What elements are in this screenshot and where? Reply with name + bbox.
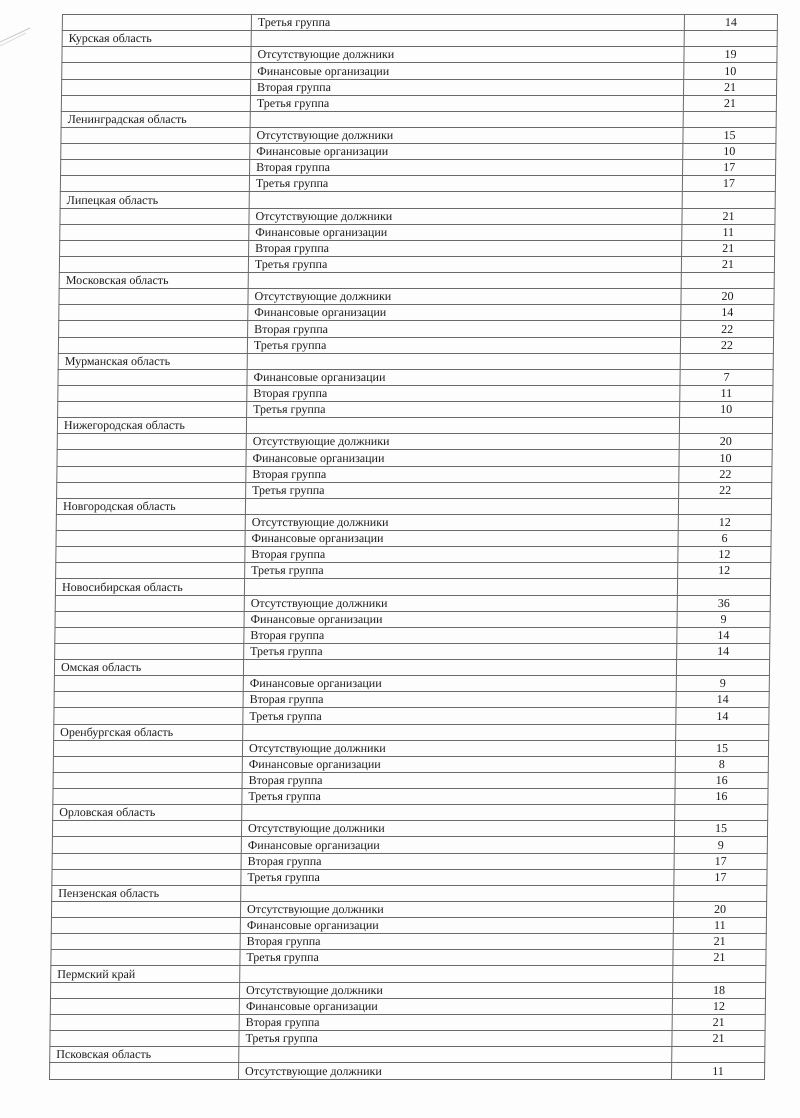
category-cell: Третья группа [246, 482, 679, 498]
value-cell: 20 [673, 901, 766, 917]
table-row [59, 256, 774, 272]
region-cell [58, 402, 247, 418]
region-cell: Ленинградская область [61, 111, 250, 127]
category-cell: Вторая группа [243, 692, 676, 708]
table-row [52, 869, 767, 885]
region-cell [61, 144, 250, 160]
value-cell: 10 [679, 450, 772, 466]
value-cell: 14 [681, 305, 774, 321]
table-row [51, 950, 766, 966]
table-row [56, 563, 771, 579]
region-cell [56, 531, 245, 547]
value-cell: 9 [677, 611, 770, 627]
region-row [53, 805, 768, 821]
table-row [52, 853, 767, 869]
table-row [60, 224, 775, 240]
category-cell: Вторая группа [245, 547, 678, 563]
value-cell: 21 [683, 95, 776, 111]
region-cell [50, 982, 239, 998]
category-cell: Третья группа [243, 708, 676, 724]
table-row [51, 901, 766, 917]
value-cell [673, 966, 766, 982]
value-cell: 12 [672, 998, 765, 1014]
category-cell: Финансовые организации [242, 756, 675, 772]
region-row [59, 273, 774, 289]
table-row [50, 1030, 765, 1046]
value-cell: 14 [677, 643, 770, 659]
region-cell [60, 224, 249, 240]
table-row [53, 756, 768, 772]
region-cell [59, 256, 248, 272]
category-cell: Третья группа [242, 789, 675, 805]
value-cell: 21 [673, 934, 766, 950]
region-cell [57, 434, 246, 450]
value-cell [672, 1047, 765, 1063]
value-cell: 12 [678, 514, 771, 530]
value-cell: 16 [675, 772, 768, 788]
value-cell [676, 724, 769, 740]
category-cell: Вторая группа [248, 321, 681, 337]
table-row [55, 611, 770, 627]
value-cell: 8 [675, 756, 768, 772]
table-row [57, 434, 772, 450]
table-row [59, 305, 774, 321]
region-cell [62, 63, 251, 79]
region-cell [53, 740, 242, 756]
region-cell [51, 901, 240, 917]
region-row [52, 885, 767, 901]
region-cell [50, 1030, 239, 1046]
region-row [50, 1047, 765, 1063]
value-cell: 21 [682, 240, 775, 256]
table-row [59, 321, 774, 337]
table-row [59, 289, 774, 305]
table-row [51, 934, 766, 950]
region-cell [53, 756, 242, 772]
table-row [58, 337, 773, 353]
category-cell: Третья группа [250, 95, 683, 111]
category-cell: Вторая группа [244, 627, 677, 643]
scan-corner-mark [0, 0, 70, 60]
statistics-table [49, 14, 778, 1080]
table-row [54, 708, 769, 724]
region-cell: Псковская область [50, 1047, 239, 1063]
region-cell [53, 772, 242, 788]
region-cell [59, 305, 248, 321]
region-cell [62, 15, 251, 31]
category-cell: Финансовые организации [251, 63, 684, 79]
region-cell: Мурманская область [58, 353, 247, 369]
value-cell: 36 [677, 595, 770, 611]
category-cell [242, 805, 675, 821]
table-row [57, 450, 772, 466]
region-cell [55, 627, 244, 643]
region-cell: Новосибирская область [55, 579, 244, 595]
region-cell [53, 789, 242, 805]
value-cell: 6 [678, 531, 771, 547]
category-cell: Отсутствующие должники [248, 289, 681, 305]
value-cell [680, 353, 773, 369]
region-row [62, 31, 777, 47]
value-cell: 12 [678, 563, 771, 579]
value-cell: 20 [681, 289, 774, 305]
category-cell [243, 724, 676, 740]
region-cell [55, 643, 244, 659]
table-row [57, 466, 772, 482]
region-cell: Нижегородская область [57, 418, 246, 434]
region-cell [50, 998, 239, 1014]
value-cell: 16 [675, 789, 768, 805]
category-cell [239, 1047, 672, 1063]
category-cell: Отсутствующие должники [245, 514, 678, 530]
category-cell [251, 31, 684, 47]
value-cell: 12 [678, 547, 771, 563]
value-cell: 19 [684, 47, 777, 63]
value-cell: 22 [679, 482, 772, 498]
value-cell: 14 [677, 627, 770, 643]
region-cell: Курская область [62, 31, 251, 47]
region-cell [58, 385, 247, 401]
table-row [56, 531, 771, 547]
table-row [55, 627, 770, 643]
category-cell: Финансовые организации [239, 998, 672, 1014]
region-row [57, 418, 772, 434]
category-cell: Финансовые организации [240, 918, 673, 934]
region-cell [58, 369, 247, 385]
category-cell [247, 353, 680, 369]
category-cell: Вторая группа [239, 1014, 672, 1030]
category-cell: Отсутствующие должники [241, 821, 674, 837]
value-cell: 17 [683, 160, 776, 176]
category-cell: Отсутствующие должники [238, 1063, 671, 1080]
category-cell: Вторая группа [240, 934, 673, 950]
category-cell: Отсутствующие должники [244, 595, 677, 611]
region-cell: Липецкая область [60, 192, 249, 208]
region-cell [50, 1014, 239, 1030]
table-row [50, 982, 765, 998]
region-row [54, 660, 769, 676]
category-cell: Третья группа [245, 563, 678, 579]
value-cell: 17 [682, 176, 775, 192]
region-cell [58, 337, 247, 353]
category-cell: Вторая группа [246, 466, 679, 482]
region-cell [54, 692, 243, 708]
category-cell: Финансовые организации [247, 369, 680, 385]
value-cell: 11 [682, 224, 775, 240]
region-cell: Пермский край [51, 966, 240, 982]
category-cell: Вторая группа [242, 772, 675, 788]
region-cell [60, 176, 249, 192]
region-cell [51, 934, 240, 950]
category-cell: Финансовые организации [241, 837, 674, 853]
region-cell [59, 289, 248, 305]
table-row [52, 837, 767, 853]
value-cell: 14 [684, 15, 777, 31]
value-cell: 14 [676, 692, 769, 708]
region-cell [52, 837, 241, 853]
region-cell [56, 563, 245, 579]
region-cell: Орловская область [53, 805, 242, 821]
category-cell: Вторая группа [250, 160, 683, 176]
value-cell: 21 [684, 79, 777, 95]
table-row [62, 63, 777, 79]
table-row [58, 385, 773, 401]
region-cell [57, 450, 246, 466]
value-cell: 21 [681, 256, 774, 272]
category-cell: Финансовые организации [245, 531, 678, 547]
value-cell [674, 885, 767, 901]
category-cell: Вторая группа [241, 853, 674, 869]
value-cell: 15 [675, 740, 768, 756]
category-cell: Финансовые организации [244, 611, 677, 627]
value-cell [681, 273, 774, 289]
table-row [52, 821, 767, 837]
value-cell: 22 [679, 466, 772, 482]
table-row [53, 740, 768, 756]
region-cell: Оренбургская область [54, 724, 243, 740]
value-cell [682, 192, 775, 208]
category-cell: Отсутствующие должники [239, 982, 672, 998]
category-cell [248, 273, 681, 289]
category-cell: Отсутствующие должники [246, 434, 679, 450]
table-row [61, 144, 776, 160]
category-cell [244, 579, 677, 595]
value-cell: 21 [672, 1030, 765, 1046]
value-cell: 10 [683, 144, 776, 160]
category-cell: Отсутствующие должники [250, 127, 683, 143]
value-cell: 22 [681, 321, 774, 337]
table-row [62, 15, 777, 31]
value-cell: 14 [676, 708, 769, 724]
table-row [60, 208, 775, 224]
value-cell: 11 [680, 385, 773, 401]
region-cell [59, 321, 248, 337]
region-row [60, 192, 775, 208]
region-cell [61, 127, 250, 143]
value-cell: 21 [673, 950, 766, 966]
value-cell [683, 111, 776, 127]
table-row [55, 595, 770, 611]
region-cell [51, 918, 240, 934]
value-cell: 15 [674, 821, 767, 837]
table-row [49, 1063, 764, 1080]
region-cell [54, 708, 243, 724]
category-cell: Отсутствующие должники [242, 740, 675, 756]
category-cell: Финансовые организации [246, 450, 679, 466]
category-cell: Финансовые организации [243, 676, 676, 692]
region-cell [52, 853, 241, 869]
category-cell [241, 885, 674, 901]
table-row [61, 95, 776, 111]
category-cell [250, 111, 683, 127]
region-cell [51, 950, 240, 966]
category-cell [246, 418, 679, 434]
region-row [55, 579, 770, 595]
region-cell [57, 482, 246, 498]
value-cell: 10 [684, 63, 777, 79]
value-cell: 15 [683, 127, 776, 143]
region-cell [56, 514, 245, 530]
region-row [56, 498, 771, 514]
value-cell [675, 805, 768, 821]
region-row [51, 966, 766, 982]
table-row [55, 643, 770, 659]
category-cell: Третья группа [247, 402, 680, 418]
region-cell: Московская область [59, 273, 248, 289]
category-cell: Третья группа [247, 337, 680, 353]
region-cell [55, 611, 244, 627]
region-cell [52, 869, 241, 885]
region-cell: Новгородская область [56, 498, 245, 514]
region-cell [49, 1063, 238, 1080]
category-cell [240, 966, 673, 982]
category-cell: Третья группа [248, 256, 681, 272]
region-row [54, 724, 769, 740]
category-cell: Финансовые организации [249, 224, 682, 240]
table-row [62, 47, 777, 63]
category-cell: Финансовые организации [250, 144, 683, 160]
category-cell: Вторая группа [249, 240, 682, 256]
value-cell: 20 [679, 434, 772, 450]
region-cell [56, 547, 245, 563]
category-cell [249, 192, 682, 208]
region-cell [54, 676, 243, 692]
value-cell: 9 [674, 837, 767, 853]
value-cell: 22 [680, 337, 773, 353]
value-cell [678, 498, 771, 514]
category-cell: Вторая группа [251, 79, 684, 95]
table-row [58, 369, 773, 385]
category-cell: Третья группа [241, 869, 674, 885]
value-cell [677, 579, 770, 595]
table-row [53, 772, 768, 788]
value-cell [676, 660, 769, 676]
table-row [58, 402, 773, 418]
category-cell [243, 660, 676, 676]
value-cell: 10 [680, 402, 773, 418]
region-cell [61, 95, 250, 111]
table-row [53, 789, 768, 805]
category-cell: Третья группа [251, 15, 684, 31]
region-cell [61, 160, 250, 176]
region-row [58, 353, 773, 369]
value-cell: 17 [674, 853, 767, 869]
region-cell [60, 240, 249, 256]
region-cell [62, 47, 251, 63]
table-row [50, 998, 765, 1014]
region-row [61, 111, 776, 127]
table-row [50, 1014, 765, 1030]
value-cell: 11 [673, 918, 766, 934]
category-cell: Финансовые организации [248, 305, 681, 321]
value-cell: 21 [682, 208, 775, 224]
value-cell: 17 [674, 869, 767, 885]
table-row [51, 918, 766, 934]
category-cell: Отсутствующие должники [251, 47, 684, 63]
category-cell: Третья группа [239, 1030, 672, 1046]
table-row [62, 79, 777, 95]
category-cell: Третья группа [249, 176, 682, 192]
region-cell [57, 466, 246, 482]
category-cell [245, 498, 678, 514]
value-cell [679, 418, 772, 434]
table-row [61, 127, 776, 143]
region-cell [62, 79, 251, 95]
value-cell: 21 [672, 1014, 765, 1030]
table-row [54, 676, 769, 692]
category-cell: Третья группа [240, 950, 673, 966]
category-cell: Третья группа [244, 643, 677, 659]
category-cell: Вторая группа [247, 385, 680, 401]
table-row [56, 547, 771, 563]
region-cell: Омская область [54, 660, 243, 676]
category-cell: Отсутствующие должники [240, 901, 673, 917]
table-row [56, 514, 771, 530]
value-cell [684, 31, 777, 47]
value-cell: 18 [672, 982, 765, 998]
value-cell: 11 [671, 1063, 764, 1080]
region-cell: Пензенская область [52, 885, 241, 901]
region-cell [60, 208, 249, 224]
region-cell [55, 595, 244, 611]
table-row [60, 240, 775, 256]
table-row [61, 160, 776, 176]
category-cell: Отсутствующие должники [249, 208, 682, 224]
table-row [54, 692, 769, 708]
region-cell [52, 821, 241, 837]
table-row [57, 482, 772, 498]
value-cell: 9 [676, 676, 769, 692]
value-cell: 7 [680, 369, 773, 385]
table-row [60, 176, 775, 192]
